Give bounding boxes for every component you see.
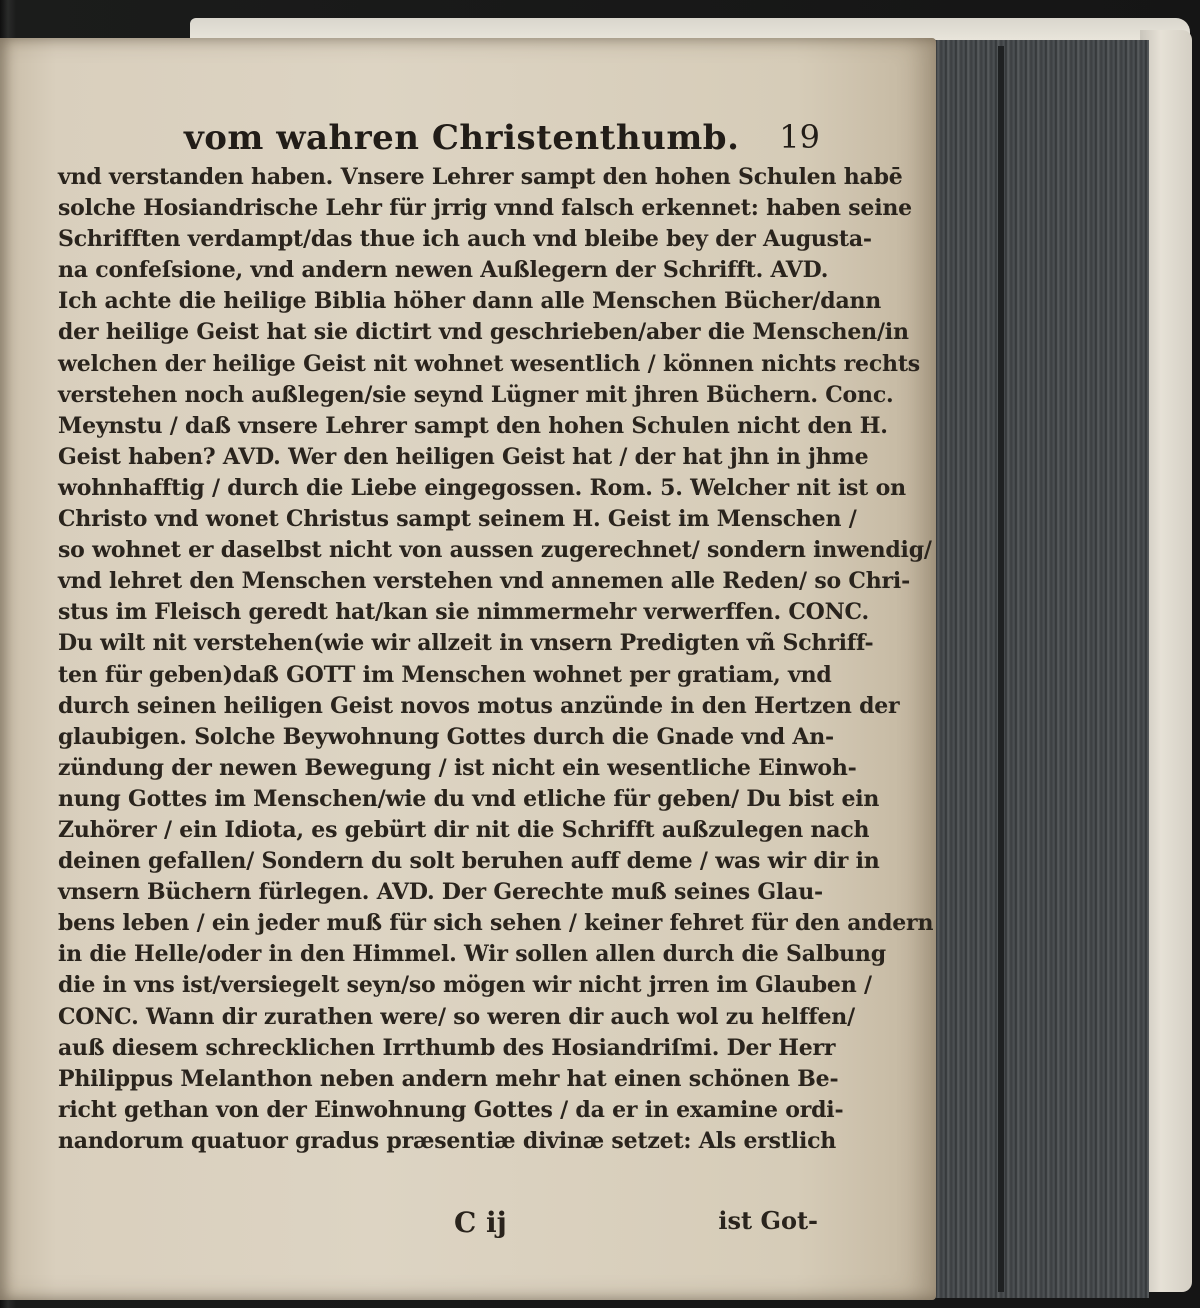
text-line: Philippus Melanthon neben andern mehr hat einen schönen Be- [58, 1065, 839, 1092]
text-line: deinen gefallen/ Sondern du solt beruhen auff deme / was wir dir in [58, 848, 880, 875]
page-fore-edge-band [998, 46, 1004, 1292]
text-line: die in vns ist/versiegelt seyn/so mögen wir nicht jrren im Glauben / [58, 972, 872, 999]
text-line: welchen der heilige Geist nit wohnet wesentlich / können nichts rechts [58, 350, 920, 377]
text-line: stus im Fleisch geredt hat/kan sie nimmermehr verwerffen. CONC. [58, 599, 869, 626]
text-line: Zuhörer / ein Idiota, es gebürt dir nit die Schrifft außzulegen nach [58, 816, 870, 843]
running-title: vom wahren Christenthumb. [184, 118, 740, 158]
page-footer [58, 1206, 818, 1246]
text-line: vnsern Büchern fürlegen. AVD. Der Gerechte muß seines Glau- [58, 879, 823, 906]
text-line: glaubigen. Solche Beywohnung Gottes durch die Gnade vnd An- [58, 723, 834, 750]
text-line: auß diesem schrecklichen Irrthumb des Hosiandriſmi. Der Herr [58, 1034, 836, 1061]
page-fore-edge [918, 40, 1149, 1298]
text-line: richt gethan von der Einwohnung Gottes / da er in examine ordi- [58, 1096, 844, 1123]
book-page [0, 38, 936, 1300]
text-line: der heilige Geist hat sie dictirt vnd geschrieben/aber die Menschen/in [58, 319, 909, 346]
text-line: na confeſsione, vnd andern newen Außlegern der Schrifft. AVD. [58, 257, 829, 284]
catchword: ist Got- [718, 1206, 818, 1235]
text-line: Meynstu / daß vnsere Lehrer sampt den hohen Schulen nicht den H. [58, 412, 888, 439]
text-line: ten für geben)daß GOTT im Menschen wohnet per gratiam, vnd [58, 661, 832, 688]
text-line: so wohnet er daselbst nicht von aussen zugerechnet/ sondern inwendig/ [58, 537, 932, 564]
page-header [184, 118, 820, 162]
text-line: CONC. Wann dir zurathen were/ so weren dir auch wol zu helffen/ [58, 1003, 855, 1030]
text-line: Ich achte die heilige Biblia höher dann alle Menschen Bücher/dann [58, 288, 882, 315]
text-line: Geist haben? AVD. Wer den heiligen Geist hat / der hat jhn in jhme [58, 443, 869, 470]
text-line: zündung der newen Bewegung / ist nicht ein wesentliche Einwoh- [58, 754, 857, 781]
text-line: nung Gottes im Menschen/wie du vnd etliche für geben/ Du bist ein [58, 785, 880, 812]
text-line: wohnhafftig / durch die Liebe eingegossen. Rom. 5. Welcher nit ist on [58, 474, 906, 501]
text-line: nandorum quatuor gradus præsentiæ divinæ setzet: Als erstlich [58, 1127, 837, 1154]
text-line: verstehen noch außlegen/sie seynd Lügner mit jhren Büchern. Conc. [58, 381, 894, 408]
signature-mark: C ij [454, 1206, 507, 1239]
text-line: bens leben / ein jeder muß für sich sehen / keiner fehret für den andern [58, 910, 934, 937]
text-line: Christo vnd wonet Christus sampt seinem H. Geist im Menschen / [58, 506, 857, 533]
text-line: vnd lehret den Menschen verstehen vnd annemen alle Reden/ so Chri- [58, 568, 911, 595]
page-number: 19 [779, 118, 820, 156]
text-line: in die Helle/oder in den Himmel. Wir sollen allen durch die Salbung [58, 941, 886, 968]
text-line: solche Hosiandrische Lehr für jrrig vnnd falsch erkennet: haben seine [58, 195, 912, 222]
text-line: Du wilt nit verstehen(wie wir allzeit in vnsern Predigten vñ Schriff- [58, 630, 874, 657]
body-text [58, 162, 934, 1157]
text-line: vnd verstanden haben. Vnsere Lehrer sampt den hohen Schulen habē [58, 164, 903, 190]
text-line: durch seinen heiligen Geist novos motus anzünde in den Hertzen der [58, 692, 900, 719]
text-line: Schrifften verdampt/das thue ich auch vnd bleibe bey der Augusta- [58, 226, 872, 253]
